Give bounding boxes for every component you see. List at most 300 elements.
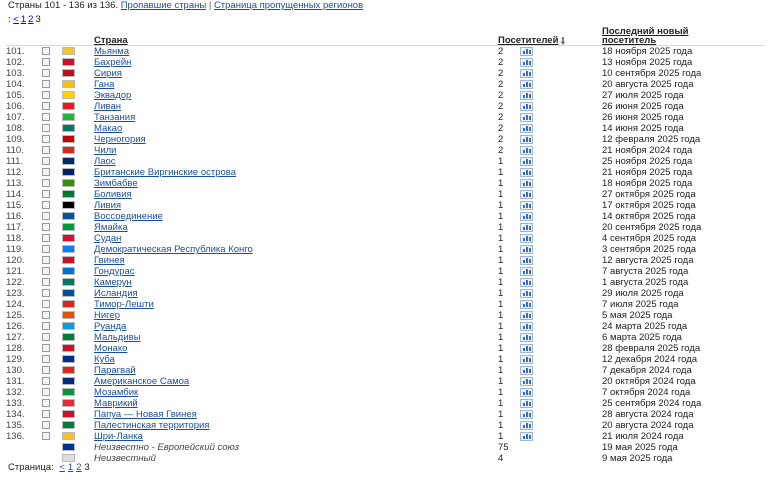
row-checkbox[interactable]	[42, 47, 50, 55]
empty-cell	[520, 453, 602, 464]
table-row	[6, 420, 764, 431]
last-visitor-date: 28 февраля 2025 года	[602, 343, 701, 354]
flag-icon	[62, 223, 75, 231]
table-header	[6, 27, 764, 46]
visitor-count: 2	[498, 101, 504, 112]
table-row	[6, 409, 764, 420]
row-checkbox[interactable]	[42, 421, 50, 429]
stats-cell	[520, 255, 602, 266]
row-checkbox-cell	[42, 354, 62, 365]
row-checkbox-cell	[42, 156, 62, 167]
country-link[interactable]: Британские Виргинские острова	[94, 167, 236, 178]
flag-icon	[62, 256, 75, 264]
country-link[interactable]: Американское Самоа	[94, 376, 190, 387]
visitor-count: 2	[498, 57, 504, 68]
row-checkbox-cell	[42, 123, 62, 134]
stats-chart-icon[interactable]	[520, 278, 533, 287]
last-visitor-date: 3 сентября 2025 года	[602, 244, 697, 255]
stats-chart-icon[interactable]	[520, 289, 533, 298]
country-link[interactable]: Сирия	[94, 68, 122, 79]
visitor-count: 1	[498, 266, 504, 277]
flag-icon	[62, 190, 75, 198]
flag-cell	[62, 167, 94, 178]
country-cell	[94, 387, 498, 398]
table-row	[6, 57, 764, 68]
flag-icon	[62, 91, 75, 99]
country-name: Неизвестный	[94, 453, 156, 464]
last-visitor-date: 25 сентября 2024 года	[602, 398, 702, 409]
stats-chart-icon[interactable]	[520, 135, 533, 144]
stats-chart-icon[interactable]	[520, 212, 533, 221]
country-link[interactable]: Судан	[94, 233, 122, 244]
flag-icon	[62, 366, 75, 374]
flag-cell	[62, 431, 94, 442]
visitor-count: 1	[498, 167, 504, 178]
row-checkbox[interactable]	[42, 278, 50, 286]
pager-top	[8, 14, 43, 26]
row-checkbox[interactable]	[42, 157, 50, 165]
country-link[interactable]: Демократическая Республика Конго	[94, 244, 253, 255]
country-link[interactable]: Мальдивы	[94, 332, 141, 343]
country-cell	[94, 200, 498, 211]
country-link[interactable]: Шри-Ланка	[94, 431, 143, 442]
country-link[interactable]: Мозамбик	[94, 387, 139, 398]
visitor-count: 1	[498, 420, 504, 431]
row-checkbox[interactable]	[42, 245, 50, 253]
flag-cell	[62, 354, 94, 365]
row-number: 109.	[6, 134, 25, 145]
pager-bottom-page-2[interactable]: 2	[76, 462, 82, 473]
country-link[interactable]: Танзания	[94, 112, 136, 123]
country-cell	[94, 266, 498, 277]
row-checkbox[interactable]	[42, 256, 50, 264]
row-checkbox[interactable]	[42, 355, 50, 363]
header-last-visitor-line2: посетитель	[602, 35, 657, 46]
table-row	[6, 68, 764, 79]
country-cell	[94, 222, 498, 233]
flag-icon	[62, 212, 75, 220]
row-checkbox-cell	[42, 376, 62, 387]
row-number: 104.	[6, 79, 25, 90]
stats-chart-icon[interactable]	[520, 267, 533, 276]
last-visitor-date: 29 июля 2025 года	[602, 288, 684, 299]
row-checkbox[interactable]	[42, 168, 50, 176]
table-row	[6, 222, 764, 233]
flag-icon	[62, 311, 75, 319]
table-row	[6, 101, 764, 112]
row-number: 123.	[6, 288, 25, 299]
row-checkbox[interactable]	[42, 410, 50, 418]
flag-cell	[62, 123, 94, 134]
flag-cell	[62, 200, 94, 211]
row-checkbox-cell	[42, 189, 62, 200]
row-checkbox[interactable]	[42, 289, 50, 297]
stats-chart-icon[interactable]	[520, 69, 533, 78]
flag-cell	[62, 112, 94, 123]
visitor-count: 2	[498, 79, 504, 90]
country-link[interactable]: Руанда	[94, 321, 127, 332]
flag-icon	[62, 69, 75, 77]
row-checkbox[interactable]	[42, 135, 50, 143]
row-checkbox-cell	[42, 332, 62, 343]
row-checkbox[interactable]	[42, 366, 50, 374]
table-row-unknown	[6, 442, 764, 453]
stats-chart-icon[interactable]	[520, 421, 533, 430]
header-country[interactable]: Страна	[94, 27, 498, 46]
stats-chart-icon[interactable]	[520, 47, 533, 56]
row-number: 112.	[6, 167, 24, 178]
pager-bottom-prev[interactable]: <	[59, 462, 65, 473]
row-number: 128.	[6, 343, 25, 354]
stats-chart-icon[interactable]	[520, 58, 533, 67]
empty-cell	[6, 442, 42, 453]
stats-cell	[520, 57, 602, 68]
country-link[interactable]: Ямайка	[94, 222, 128, 233]
stats-chart-icon[interactable]	[520, 432, 533, 441]
stats-chart-icon[interactable]	[520, 157, 533, 166]
row-checkbox-cell	[42, 90, 62, 101]
stats-chart-icon[interactable]	[520, 399, 533, 408]
stats-chart-icon[interactable]	[520, 410, 533, 419]
country-link[interactable]: Камерун	[94, 277, 132, 288]
row-checkbox[interactable]	[42, 69, 50, 77]
row-checkbox[interactable]	[42, 322, 50, 330]
stats-cell	[520, 79, 602, 90]
country-link[interactable]: Лаос	[94, 156, 116, 167]
country-link[interactable]: Нигер	[94, 310, 120, 321]
country-link[interactable]: Гана	[94, 79, 115, 90]
table-row	[6, 123, 764, 134]
country-link[interactable]: Маврикий	[94, 398, 138, 409]
stats-chart-icon[interactable]	[520, 190, 533, 199]
country-link[interactable]: Монако	[94, 343, 128, 354]
country-link[interactable]: Куба	[94, 354, 115, 365]
table-row	[6, 255, 764, 266]
row-number: 136.	[6, 431, 25, 442]
stats-chart-icon[interactable]	[520, 168, 533, 177]
stats-chart-icon[interactable]	[520, 245, 533, 254]
country-link[interactable]: Мьянма	[94, 46, 130, 57]
visitor-count: 1	[498, 255, 504, 266]
row-checkbox[interactable]	[42, 146, 50, 154]
stats-chart-icon[interactable]	[520, 344, 533, 353]
row-number: 107.	[6, 112, 25, 123]
flag-icon	[62, 355, 75, 363]
visitor-count: 1	[498, 222, 504, 233]
country-cell	[94, 442, 498, 453]
stats-chart-icon[interactable]	[520, 322, 533, 331]
pager-bottom-page-1[interactable]: 1	[67, 462, 74, 473]
row-checkbox[interactable]	[42, 212, 50, 220]
row-checkbox[interactable]	[42, 377, 50, 385]
row-checkbox-cell	[42, 343, 62, 354]
row-number: 129.	[6, 354, 25, 365]
stats-chart-icon[interactable]	[520, 311, 533, 320]
row-number: 124.	[6, 299, 25, 310]
country-link[interactable]: Парагвай	[94, 365, 136, 376]
stats-cell	[520, 376, 602, 387]
flag-cell	[62, 266, 94, 277]
stats-chart-icon[interactable]	[520, 377, 533, 386]
row-number: 132.	[6, 387, 25, 398]
flag-cell	[62, 332, 94, 343]
stats-chart-icon[interactable]	[520, 333, 533, 342]
flag-cell	[62, 145, 94, 156]
flag-icon	[62, 278, 75, 286]
last-visitor-date: 25 ноября 2025 года	[602, 156, 693, 167]
pager-top-prev[interactable]: <	[13, 14, 19, 25]
country-link[interactable]: Папуа — Новая Гвинея	[94, 409, 197, 420]
last-visitor-date: 18 ноября 2025 года	[602, 178, 693, 189]
visitor-count: 2	[498, 90, 504, 101]
visitor-count: 1	[498, 178, 504, 189]
row-checkbox[interactable]	[42, 179, 50, 187]
row-checkbox-cell	[42, 321, 62, 332]
row-number: 120.	[6, 255, 25, 266]
row-number: 127.	[6, 332, 25, 343]
row-checkbox[interactable]	[42, 267, 50, 275]
country-link[interactable]: Исландия	[94, 288, 138, 299]
row-number: 119.	[6, 244, 24, 255]
flag-icon	[62, 146, 75, 154]
country-link[interactable]: Зимбабве	[94, 178, 138, 189]
flag-cell	[62, 244, 94, 255]
stats-cell	[520, 266, 602, 277]
flag-icon	[62, 322, 75, 330]
stats-cell	[520, 68, 602, 79]
country-cell	[94, 101, 498, 112]
row-checkbox[interactable]	[42, 102, 50, 110]
header-last-visitor[interactable]	[602, 27, 764, 46]
country-link[interactable]: Воссоединение	[94, 211, 163, 222]
country-link[interactable]: Ливан	[94, 101, 122, 112]
flag-cell	[62, 321, 94, 332]
flag-cell	[62, 189, 94, 200]
stats-chart-icon[interactable]	[520, 355, 533, 364]
country-cell	[94, 321, 498, 332]
last-visitor-date: 20 августа 2025 года	[602, 79, 694, 90]
row-checkbox-cell	[42, 431, 62, 442]
flag-cell	[62, 211, 94, 222]
flag-icon	[62, 344, 75, 352]
country-cell	[94, 79, 498, 90]
visitor-count: 1	[498, 288, 504, 299]
pager-top-page-1[interactable]: 1	[20, 14, 27, 25]
table-row	[6, 200, 764, 211]
stats-cell	[520, 178, 602, 189]
row-checkbox[interactable]	[42, 311, 50, 319]
row-checkbox-cell	[42, 68, 62, 79]
row-checkbox[interactable]	[42, 234, 50, 242]
country-cell	[94, 68, 498, 79]
flag-cell	[62, 57, 94, 68]
last-visitor-date: 24 марта 2025 года	[602, 321, 688, 332]
row-number: 131.	[6, 376, 25, 387]
stats-chart-icon[interactable]	[520, 102, 533, 111]
last-visitor-date: 19 мая 2025 года	[602, 442, 678, 453]
flag-cell	[62, 101, 94, 112]
country-cell	[94, 233, 498, 244]
flag-cell	[62, 409, 94, 420]
last-visitor-date: 7 октября 2024 года	[602, 387, 691, 398]
country-cell	[94, 354, 498, 365]
stats-chart-icon[interactable]	[520, 146, 533, 155]
visitor-count: 4	[498, 453, 504, 464]
country-cell	[94, 288, 498, 299]
last-visitor-date: 7 июля 2025 года	[602, 299, 679, 310]
flag-icon	[62, 377, 75, 385]
visitor-count: 1	[498, 200, 504, 211]
row-number: 111.	[6, 156, 24, 167]
stats-chart-icon[interactable]	[520, 201, 533, 210]
row-checkbox[interactable]	[42, 58, 50, 66]
flag-icon	[62, 245, 75, 253]
row-checkbox[interactable]	[42, 344, 50, 352]
stats-cell	[520, 112, 602, 123]
last-visitor-date: 17 октября 2025 года	[602, 200, 696, 211]
stats-cell	[520, 167, 602, 178]
table-row	[6, 156, 764, 167]
flag-icon	[62, 157, 75, 165]
row-checkbox-cell	[42, 46, 62, 58]
row-checkbox[interactable]	[42, 223, 50, 231]
stats-chart-icon[interactable]	[520, 91, 533, 100]
last-visitor-date: 21 ноября 2024 года	[602, 145, 693, 156]
row-checkbox[interactable]	[42, 399, 50, 407]
stats-chart-icon[interactable]	[520, 300, 533, 309]
country-cell	[94, 189, 498, 200]
country-cell	[94, 57, 498, 68]
visitor-count: 75	[498, 442, 509, 453]
country-link[interactable]: Бахрейн	[94, 57, 132, 68]
row-checkbox[interactable]	[42, 80, 50, 88]
flag-cell	[62, 79, 94, 90]
row-number: 108.	[6, 123, 25, 134]
country-link[interactable]: Тимор-Лешти	[94, 299, 154, 310]
row-checkbox[interactable]	[42, 388, 50, 396]
flag-cell	[62, 156, 94, 167]
stats-cell	[520, 46, 602, 58]
header-visitors[interactable]: Посетителей	[498, 27, 602, 46]
stats-cell	[520, 200, 602, 211]
row-number: 101.	[6, 46, 25, 57]
country-link[interactable]: Гондурас	[94, 266, 135, 277]
visitor-count: 1	[498, 244, 504, 255]
flag-icon	[62, 421, 75, 429]
row-checkbox[interactable]	[42, 432, 50, 440]
stats-chart-icon[interactable]	[520, 113, 533, 122]
stats-chart-icon[interactable]	[520, 234, 533, 243]
flag-cell	[62, 90, 94, 101]
last-visitor-date: 7 августа 2025 года	[602, 266, 689, 277]
missing-countries-link[interactable]: Пропавшие страны	[120, 0, 207, 11]
stats-cell	[520, 299, 602, 310]
stats-chart-icon[interactable]	[520, 388, 533, 397]
last-visitor-date: 20 августа 2024 года	[602, 420, 694, 431]
stats-chart-icon[interactable]	[520, 179, 533, 188]
country-cell	[94, 310, 498, 321]
country-link[interactable]: Ливия	[94, 200, 122, 211]
stats-cell	[520, 332, 602, 343]
header-last-visitor-line1: Последний новый	[602, 26, 689, 37]
flag-icon	[62, 410, 75, 418]
stats-chart-icon[interactable]	[520, 80, 533, 89]
country-link[interactable]: Эквадор	[94, 90, 132, 101]
empty-cell	[42, 442, 62, 453]
stats-chart-icon[interactable]	[520, 223, 533, 232]
row-number: 103.	[6, 68, 25, 79]
flag-icon	[62, 432, 75, 440]
visitor-count: 1	[498, 387, 504, 398]
row-checkbox[interactable]	[42, 201, 50, 209]
missing-regions-link[interactable]: Страница пропущенных регионов	[213, 0, 364, 11]
summary-text: Страны 101 - 136 из 136.	[8, 0, 119, 11]
country-cell	[94, 299, 498, 310]
row-checkbox[interactable]	[42, 113, 50, 121]
row-checkbox[interactable]	[42, 124, 50, 132]
visitor-count: 1	[498, 211, 504, 222]
row-checkbox-cell	[42, 134, 62, 145]
pager-bottom	[8, 462, 93, 473]
country-cell	[94, 332, 498, 343]
country-link[interactable]: Черногория	[94, 134, 146, 145]
visitor-count: 1	[498, 321, 504, 332]
row-number: 133.	[6, 398, 25, 409]
stats-chart-icon[interactable]	[520, 366, 533, 375]
pager-top-current: 3	[35, 14, 41, 25]
country-cell	[94, 420, 498, 431]
country-link[interactable]: Макао	[94, 123, 123, 134]
row-checkbox[interactable]	[42, 300, 50, 308]
country-cell	[94, 431, 498, 442]
table-body	[6, 46, 764, 465]
row-checkbox-cell	[42, 409, 62, 420]
stats-chart-icon[interactable]	[520, 124, 533, 133]
flag-cell	[62, 233, 94, 244]
flag-cell	[62, 222, 94, 233]
row-number: 121.	[6, 266, 25, 277]
flag-icon	[62, 388, 75, 396]
stats-cell	[520, 420, 602, 431]
stats-chart-icon[interactable]	[520, 256, 533, 265]
last-visitor-date: 27 октября 2025 года	[602, 189, 696, 200]
row-checkbox-cell	[42, 145, 62, 156]
last-visitor-date: 12 августа 2025 года	[602, 255, 694, 266]
pager-top-page-2[interactable]: 2	[28, 14, 34, 25]
table-row	[6, 343, 764, 354]
visitor-count: 1	[498, 310, 504, 321]
row-number: 125.	[6, 310, 25, 321]
stats-cell	[520, 310, 602, 321]
flag-cell	[62, 376, 94, 387]
stats-cell	[520, 365, 602, 376]
country-cell	[94, 178, 498, 189]
country-link[interactable]: Палестинская территория	[94, 420, 210, 431]
flag-cell	[62, 68, 94, 79]
country-link[interactable]: Гвинея	[94, 255, 125, 266]
row-checkbox[interactable]	[42, 333, 50, 341]
last-visitor-date: 9 мая 2025 года	[602, 453, 673, 464]
stats-cell	[520, 387, 602, 398]
stats-cell	[520, 145, 602, 156]
country-link[interactable]: Чили	[94, 145, 117, 156]
country-link[interactable]: Боливия	[94, 189, 132, 200]
row-checkbox[interactable]	[42, 91, 50, 99]
stats-cell	[520, 101, 602, 112]
country-cell	[94, 46, 498, 58]
last-visitor-date: 26 июня 2025 года	[602, 101, 684, 112]
row-checkbox[interactable]	[42, 190, 50, 198]
